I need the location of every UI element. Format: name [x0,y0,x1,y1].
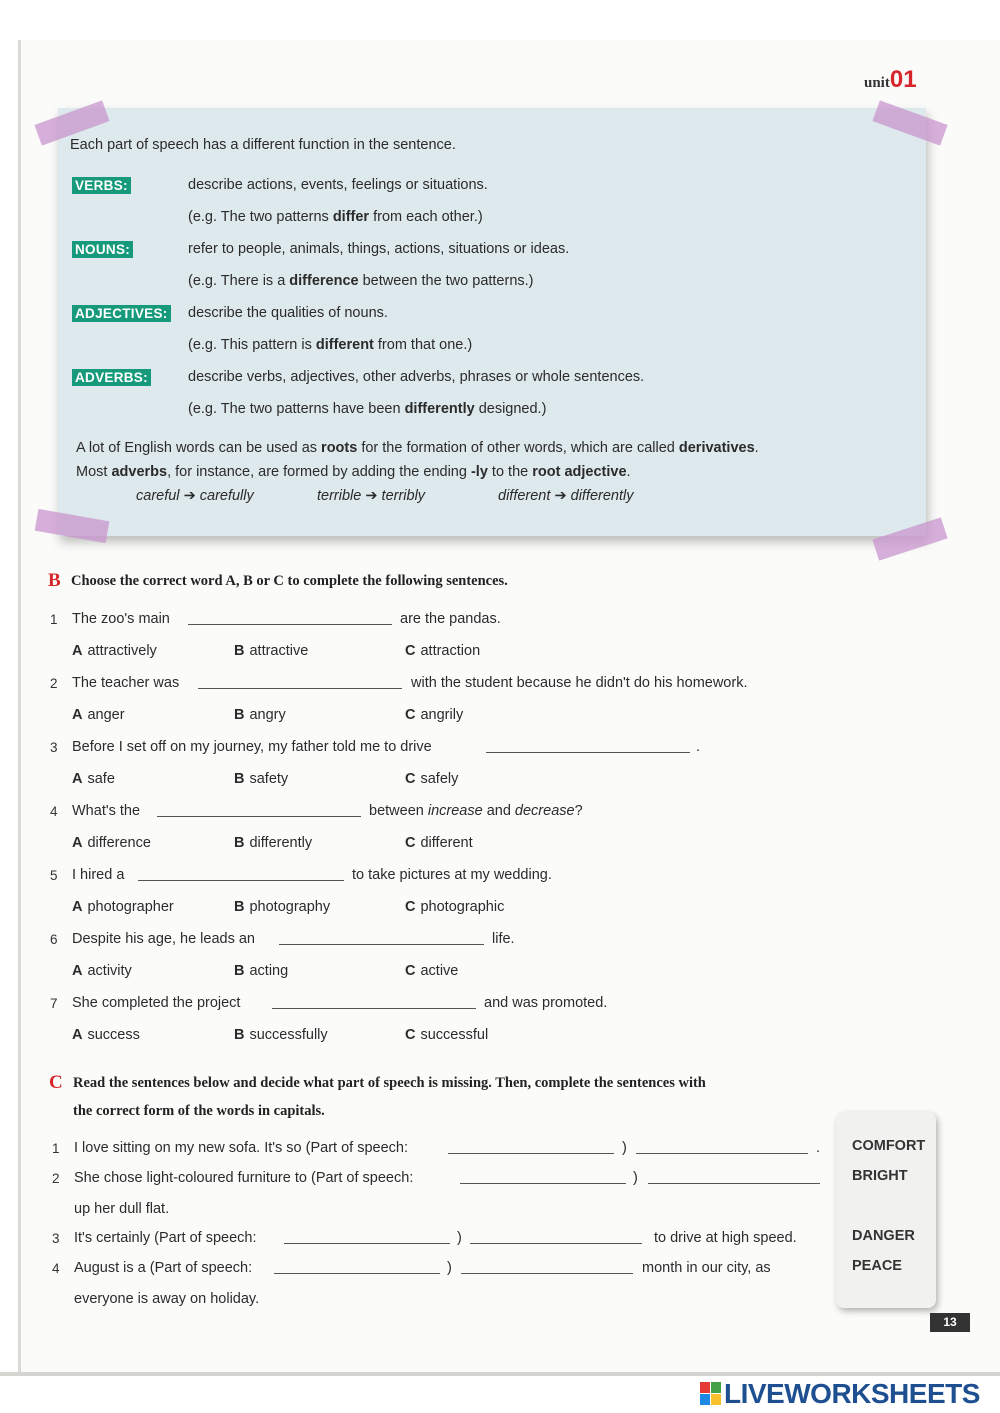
option-c[interactable]: C photographic [405,899,505,915]
answer-blank[interactable] [198,688,402,689]
option-a[interactable]: A success [72,1027,140,1043]
capital-word: BRIGHT [852,1168,908,1184]
section-b-letter: B [48,570,61,591]
adjectives-example: (e.g. This pattern is different from that one.) [188,337,473,353]
arrow-right-icon: ➔ [183,488,196,504]
section-c-title-line2: the correct form of the words in capitals. [73,1103,325,1119]
arrow-right-icon: ➔ [554,488,567,504]
option-b[interactable]: B safety [234,771,289,787]
question-text: It's certainly (Part of speech: [74,1230,257,1246]
question-text: She chose light-coloured furniture to (Part of speech: [74,1170,414,1186]
question-text: to drive at high speed. [654,1230,797,1246]
question-text: She completed the project [72,995,241,1011]
question-text: . [696,739,701,755]
question-text: August is a (Part of speech: [74,1260,253,1276]
option-c[interactable]: C active [405,963,459,979]
answer-blank[interactable] [157,816,361,817]
nouns-example: (e.g. There is a difference between the two patterns.) [188,273,534,289]
part-of-speech-blank[interactable] [284,1243,450,1244]
question-number: 1 [52,1141,60,1156]
question-number: 1 [50,612,58,627]
option-b[interactable]: B photography [234,899,331,915]
unit-number: 01 [889,66,917,93]
part-of-speech-blank[interactable] [274,1273,440,1274]
option-c[interactable]: C successful [405,1027,489,1043]
option-b[interactable]: B successfully [234,1027,328,1043]
unit-word: unit [864,75,890,91]
question-text: are the pandas. [400,611,501,627]
option-a[interactable]: A anger [72,707,125,723]
adverbs-example: (e.g. The two patterns have been differently designed.) [188,401,547,417]
option-c[interactable]: C different [405,835,473,851]
option-b[interactable]: B differently [234,835,313,851]
answer-blank[interactable] [188,624,392,625]
adverbs-description: describe verbs, adjectives, other adverbs, phrases or whole sentences. [188,369,645,385]
question-text: . [816,1140,821,1156]
adjectives-badge: ADJECTIVES: [72,305,171,322]
capital-word: COMFORT [852,1138,926,1154]
adverbs-badge: ADVERBS: [72,369,151,386]
info-intro: Each part of speech has a different function in the sentence. [70,137,456,153]
section-b-title: Choose the correct word A, B or C to complete the following sentences. [71,573,508,589]
unit-label [864,66,917,94]
question-text: up her dull flat. [74,1201,170,1217]
option-b[interactable]: B acting [234,963,289,979]
section-c-title-line1: Read the sentences below and decide what part of speech is missing. Then, complete the sentences with [73,1075,706,1091]
option-a[interactable]: A safe [72,771,115,787]
close-paren: ) [633,1170,638,1186]
answer-blank[interactable] [470,1243,642,1244]
answer-blank[interactable] [138,880,344,881]
option-c[interactable]: C attraction [405,643,481,659]
option-b[interactable]: B attractive [234,643,309,659]
question-number: 4 [50,804,58,819]
section-c-letter: C [49,1072,63,1093]
close-paren: ) [622,1140,627,1156]
verbs-badge: VERBS: [72,177,131,194]
question-number: 3 [52,1231,60,1246]
derivation-example: different ➔ differently [498,488,634,504]
option-c[interactable]: C angrily [405,707,464,723]
page-number: 13 [930,1313,970,1332]
arrow-right-icon: ➔ [365,488,378,504]
option-a[interactable]: A attractively [72,643,157,659]
answer-blank[interactable] [279,944,484,945]
answer-blank[interactable] [486,752,690,753]
question-text: between increase and decrease? [369,803,583,819]
liveworksheets-icon [700,1382,722,1406]
question-text: What's the [72,803,141,819]
question-number: 7 [50,996,58,1011]
roots-line-2: Most adverbs, for instance, are formed by adding the ending -ly to the root adjective. [76,464,631,480]
question-text: life. [492,931,515,947]
option-a[interactable]: A photographer [72,899,174,915]
capital-word: PEACE [852,1258,902,1274]
question-number: 3 [50,740,58,755]
answer-blank[interactable] [648,1183,820,1184]
nouns-description: refer to people, animals, things, actions, situations or ideas. [188,241,570,257]
question-text: to take pictures at my wedding. [352,867,552,883]
question-text: I hired a [72,867,125,883]
roots-line-1: A lot of English words can be used as roots for the formation of other words, which are called derivatives. [76,440,759,456]
answer-blank[interactable] [272,1008,476,1009]
question-text: and was promoted. [484,995,608,1011]
option-c[interactable]: C safely [405,771,459,787]
question-text: I love sitting on my new sofa. It's so (Part of speech: [74,1140,409,1156]
nouns-badge: NOUNS: [72,241,133,258]
part-of-speech-blank[interactable] [460,1183,626,1184]
question-text: with the student because he didn't do his homework. [411,675,748,691]
close-paren: ) [447,1260,452,1276]
verbs-example: (e.g. The two patterns differ from each other.) [188,209,483,225]
answer-blank[interactable] [636,1153,808,1154]
question-text: Before I set off on my journey, my father told me to drive [72,739,432,755]
derivation-example: careful ➔ carefully [136,488,254,504]
close-paren: ) [457,1230,462,1246]
question-text: Despite his age, he leads an [72,931,255,947]
answer-blank[interactable] [461,1273,633,1274]
adjectives-description: describe the qualities of nouns. [188,305,388,321]
question-number: 5 [50,868,58,883]
verbs-description: describe actions, events, feelings or situations. [188,177,488,193]
question-text: month in our city, as [642,1260,771,1276]
question-text: everyone is away on holiday. [74,1291,260,1307]
option-b[interactable]: B angry [234,707,286,723]
question-text: The zoo's main [72,611,170,627]
liveworksheets-brand: LIVEWORKSHEETS [724,1378,980,1409]
question-number: 2 [50,676,58,691]
option-a[interactable]: A activity [72,963,132,979]
question-number: 4 [52,1261,60,1276]
capital-word: DANGER [852,1228,915,1244]
derivation-example: terrible ➔ terribly [317,488,426,504]
question-number: 2 [52,1171,60,1186]
question-text: The teacher was [72,675,180,691]
page-edge [0,1372,1000,1376]
option-a[interactable]: A difference [72,835,151,851]
question-number: 6 [50,932,58,947]
part-of-speech-blank[interactable] [448,1153,614,1154]
